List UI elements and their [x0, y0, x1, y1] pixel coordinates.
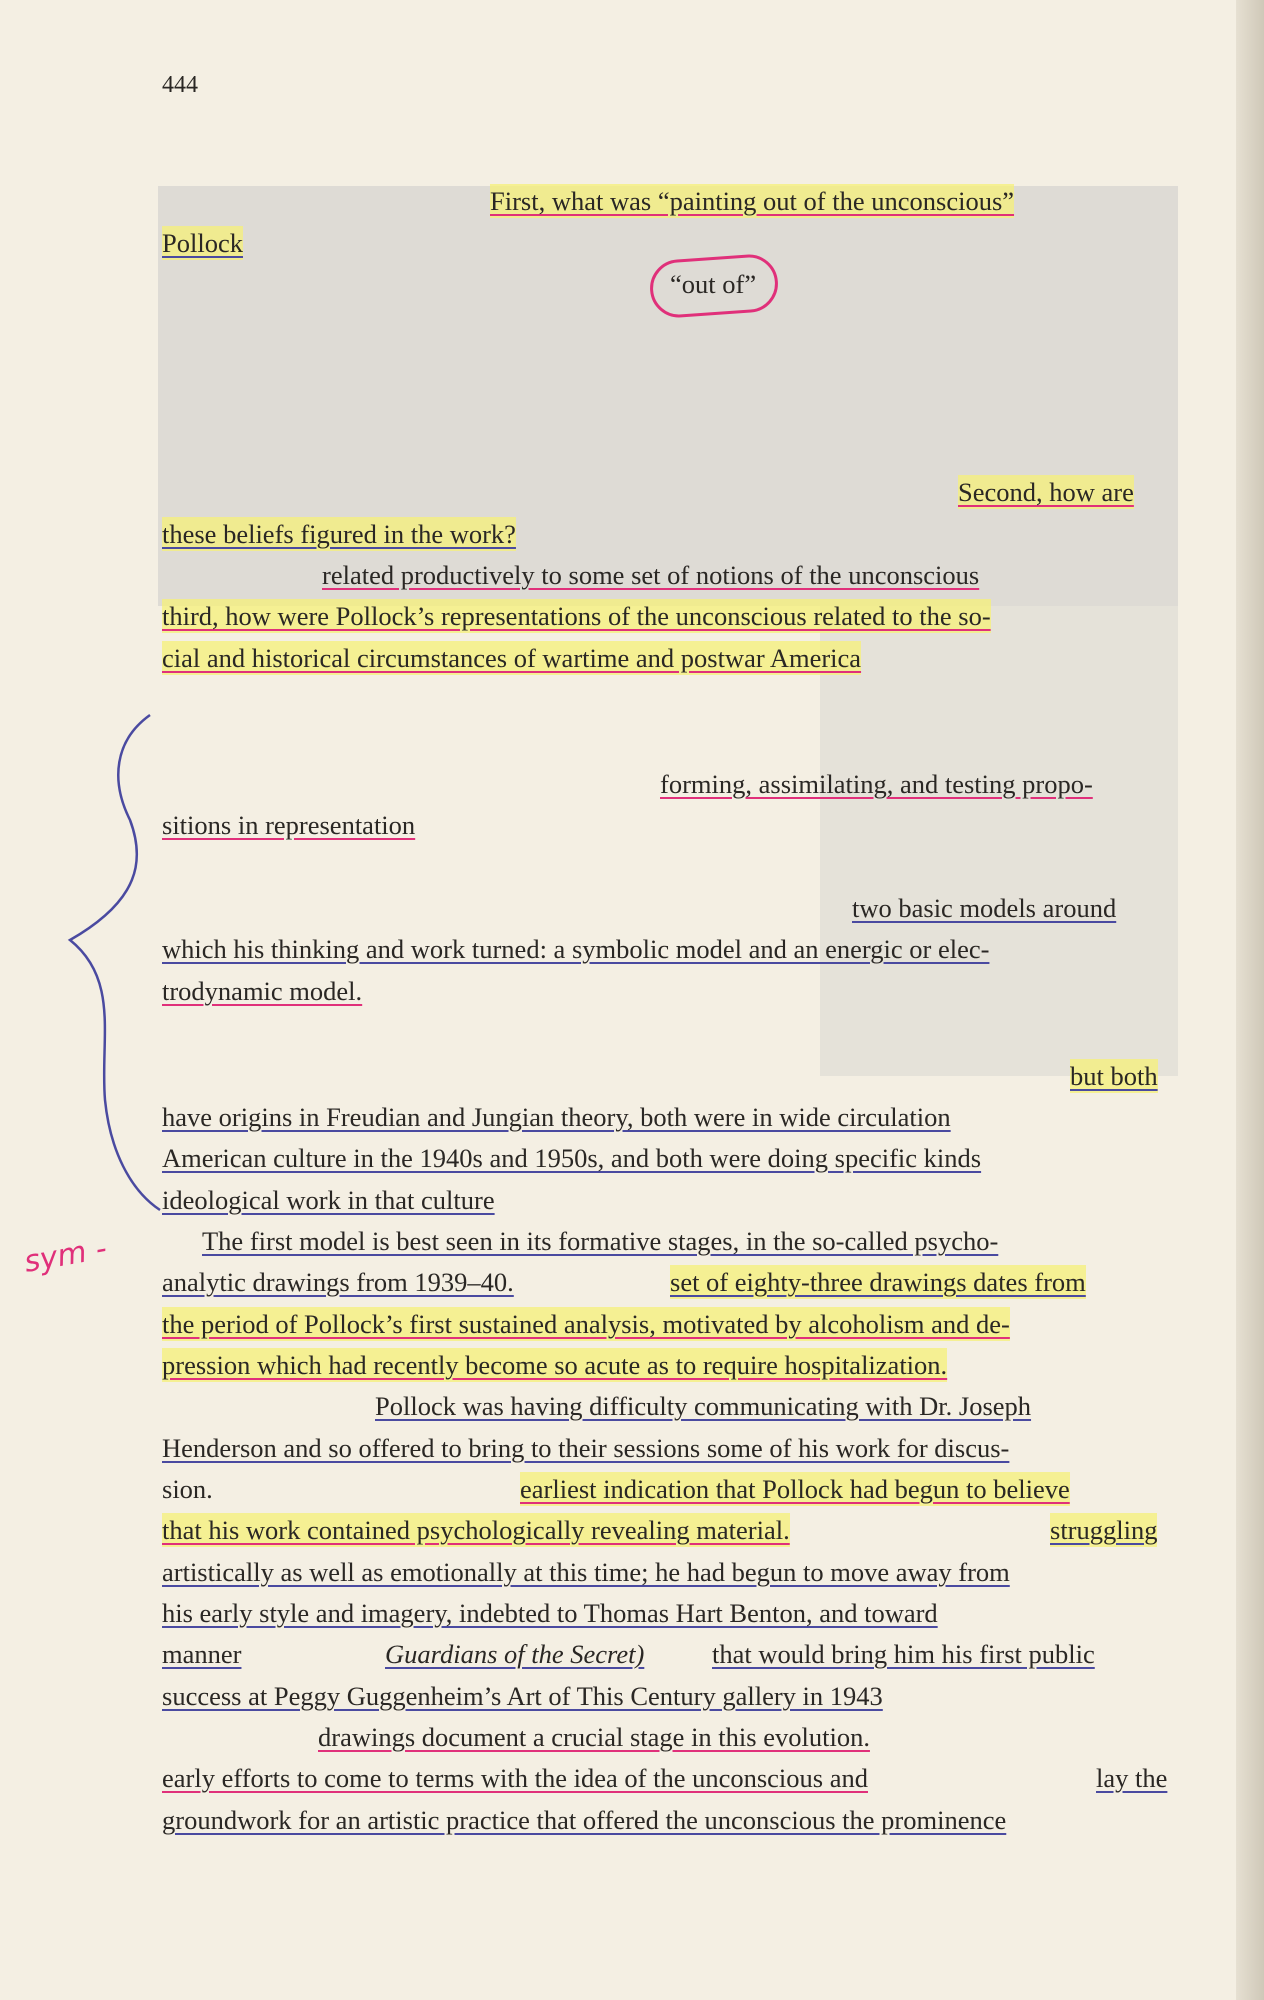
text-line: third, how were Pollock’s representations of the unconscious related to the so- [162, 601, 991, 631]
text-line: earliest indication that Pollock had begun to believe [520, 1474, 1070, 1504]
text-line: American culture in the 1940s and 1950s, and both were doing specific kinds [162, 1143, 982, 1173]
text-line: “out of” [670, 269, 757, 299]
text-line: The first model is best seen in its formative stages, in the so-called psycho- [202, 1226, 999, 1256]
page-edge [1236, 0, 1264, 2000]
page-number: 444 [162, 72, 198, 98]
text-line: analytic drawings from 1939–40. [162, 1267, 514, 1297]
margin-note: sym - [21, 1231, 110, 1280]
text-line: Henderson and so offered to bring to their sessions some of his work for discus- [162, 1433, 1010, 1463]
text-line: Second, how are [958, 477, 1134, 507]
text-line: related productively to some set of notions of the unconscious [322, 560, 980, 590]
text-line: sion. [162, 1474, 213, 1504]
text-line: artistically as well as emotionally at this time; he had begun to move away from [162, 1557, 1010, 1587]
text-line: forming, assimilating, and testing propo- [660, 769, 1093, 799]
text-line: trodynamic model. [162, 976, 363, 1006]
text-line: set of eighty-three drawings dates from [670, 1267, 1086, 1297]
text-line: which his thinking and work turned: a symbolic model and an energic or elec- [162, 934, 990, 964]
ink-circle [648, 253, 780, 320]
text-line: pression which had recently become so acute as to require hospitalization. [162, 1350, 948, 1380]
text-line: drawings document a crucial stage in this evolution. [318, 1722, 870, 1752]
text-line: groundwork for an artistic practice that offered the unconscious the prominence [162, 1805, 1007, 1835]
text-line: the period of Pollock’s first sustained analysis, motivated by alcoholism and de- [162, 1309, 1010, 1339]
text-line: sitions in representation [162, 810, 416, 840]
text-line: First, what was “painting out of the unconscious” [490, 186, 1015, 216]
ink-bracket [60, 700, 170, 1220]
text-line-italic: Guardians of the Secret) [385, 1639, 645, 1669]
text-line: but both [1070, 1061, 1158, 1091]
text-line: Pollock was having difficulty communicating with Dr. Joseph [375, 1391, 1032, 1421]
text-line: manner [162, 1639, 242, 1669]
text-line: two basic models around [852, 893, 1117, 923]
text-line: early efforts to come to terms with the idea of the unconscious and [162, 1763, 868, 1793]
redaction-block-right [820, 606, 1178, 1076]
text-line: that would bring him his first public [712, 1639, 1095, 1669]
text-line: have origins in Freudian and Jungian theory, both were in wide circulation [162, 1102, 951, 1132]
text-line: his early style and imagery, indebted to Thomas Hart Benton, and toward [162, 1598, 938, 1628]
text-line: success at Peggy Guggenheim’s Art of This Century gallery in 1943 [162, 1681, 883, 1711]
text-line: cial and historical circumstances of wartime and postwar America [162, 643, 862, 673]
text-line: lay the [1096, 1763, 1168, 1793]
text-line: Pollock [162, 228, 243, 258]
text-line: ideological work in that culture [162, 1185, 495, 1215]
text-line: that his work contained psychologically revealing material. [162, 1515, 790, 1545]
text-line: these beliefs figured in the work? [162, 519, 516, 549]
text-line: struggling [1050, 1515, 1158, 1545]
